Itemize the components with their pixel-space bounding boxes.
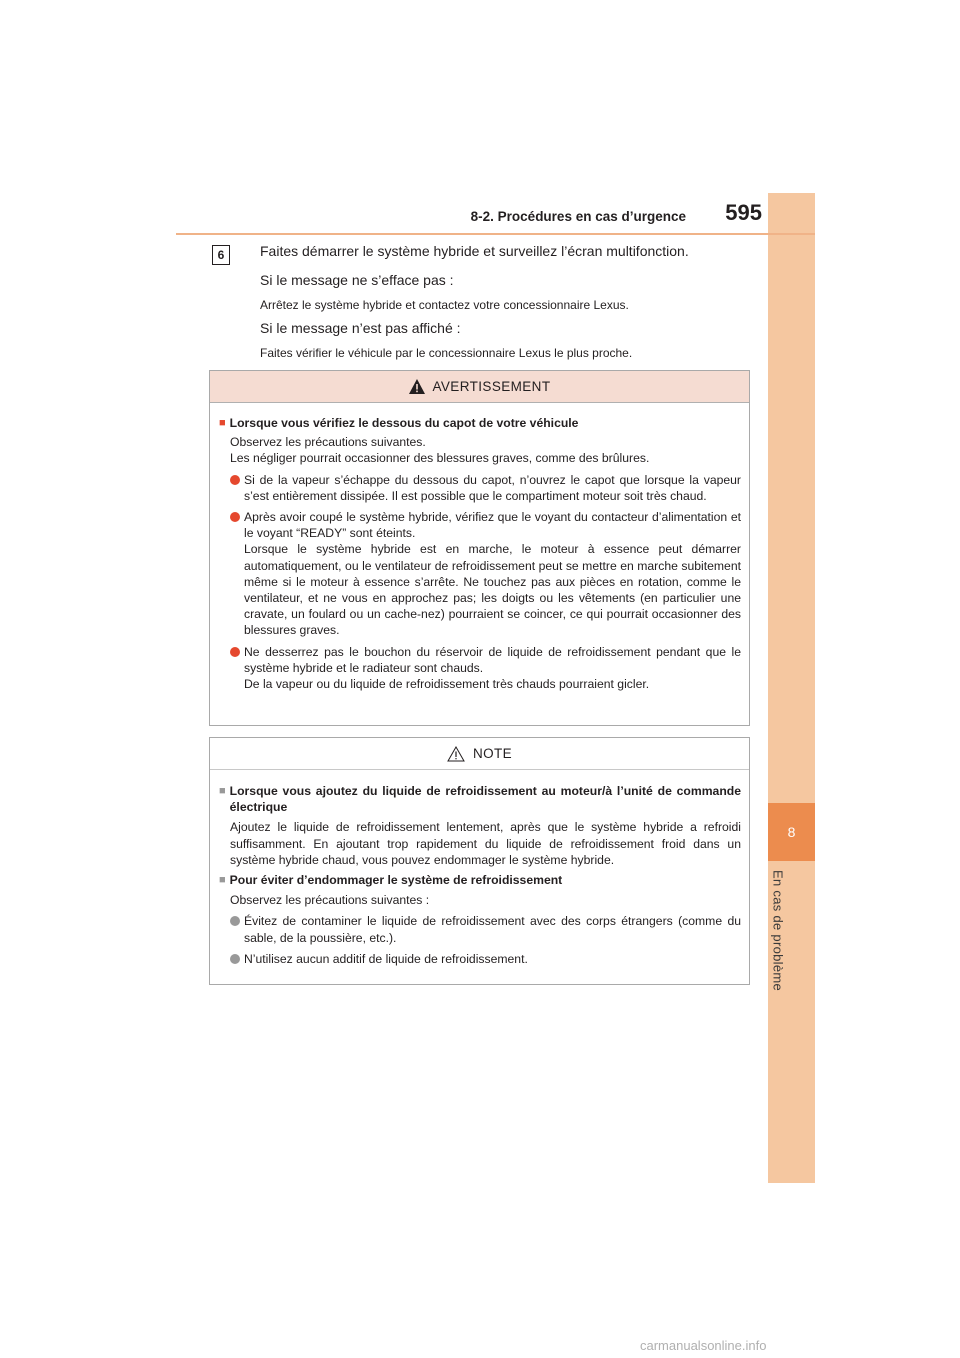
- note-text-2: Observez les précautions suivantes :: [230, 893, 430, 908]
- header-rule: [176, 233, 815, 235]
- warning-heading: AVERTISSEMENT: [432, 379, 551, 394]
- side-tab: [768, 193, 815, 1183]
- note-bullet: N’utilisez aucun additif de liquide de refroidissement.: [219, 951, 741, 967]
- note-header: [210, 738, 749, 770]
- bullet-dot-icon: [230, 916, 240, 926]
- bullet-dot-icon: [230, 647, 240, 657]
- note-heading: NOTE: [472, 746, 513, 761]
- warning-bullet: Ne desserrez pas le bouchon du réservoir de liquide de refroidissement pendant que le système hybride et le radiateur sont chauds. De la vapeur ou du liquide de refroidissement très chauds pourraient gicler.: [219, 644, 741, 693]
- note-box: [209, 737, 750, 985]
- footer-watermark: carmanualsonline.info: [640, 1338, 767, 1353]
- case2-question: Si le message n’est pas affiché :: [260, 320, 461, 336]
- square-bullet-icon: ■: [219, 785, 226, 797]
- chapter-title: En cas de problème: [770, 870, 786, 992]
- page-number: 595: [725, 200, 762, 225]
- section-title: 8-2. Procédures en cas d’urgence: [470, 209, 686, 224]
- note-title-2: ■ Pour éviter d’endommager le système de refroidissement: [219, 873, 563, 888]
- note-title-1: ■ Lorsque vous ajoutez du liquide de refroidissement au moteur/à l’unité de commande électrique: [219, 784, 741, 815]
- note-bullet: Évitez de contaminer le liquide de refroidissement avec des corps étrangers (comme du sable, de la poussière, etc.).: [219, 913, 741, 945]
- case1-question: Si le message ne s’efface pas :: [260, 272, 454, 288]
- note-text-1: Ajoutez le liquide de refroidissement lentement, après que le système hybride a refroidi suffisamment. En ajoutant trop rapidement du liquide de refroidissement froid dans un système hybride chaud, vous pouvez endommager le système hybride.: [230, 820, 741, 867]
- bullet-dot-icon: [230, 512, 240, 522]
- chapter-number: 8: [768, 803, 815, 861]
- bullet-dot-icon: [230, 475, 240, 485]
- case1-answer: Arrêtez le système hybride et contactez votre concessionnaire Lexus.: [260, 298, 629, 312]
- caution-triangle-icon: [447, 746, 465, 762]
- square-bullet-icon: ■: [219, 417, 226, 429]
- case2-answer: Faites vérifier le véhicule par le concessionnaire Lexus le plus proche.: [260, 346, 633, 360]
- square-bullet-icon: ■: [219, 874, 226, 887]
- step-number: 6: [212, 245, 230, 265]
- warning-header: [210, 371, 749, 403]
- warning-intro-2: Les négliger pourrait occasionner des blessures graves, comme des brûlures.: [230, 451, 650, 466]
- warning-bullet: Si de la vapeur s’échappe du dessous du capot, n’ouvrez le capot que lorsque la vapeur s’est entièrement dissipée. Il est possible que le compartiment moteur soit très chaud.: [219, 472, 741, 504]
- warning-bullet: Après avoir coupé le système hybride, vérifiez que le voyant du contacteur d’alimentation et le voyant “READY” sont éteints. Lorsque le système hybride est en marche, le moteur à essence peut démarrer automatiquement, ou le ventilateur de refroidissement peut se mettre en marche subitement même si le moteur à essence s’arrête. Ne touchez pas aux pièces en rotation, comme le ventilateur, et ne vous en approchez pas; les doigts ou les vêtements (en particulier une cravate, un foulard ou un cache-nez) pourraient se coincer, ce qui pourrait occasionner des blessures graves.: [219, 509, 741, 639]
- warning-title: ■ Lorsque vous vérifiez le dessous du capot de votre véhicule: [219, 416, 579, 430]
- warning-intro-1: Observez les précautions suivantes.: [230, 435, 426, 450]
- warning-box: [209, 370, 750, 726]
- bullet-dot-icon: [230, 954, 240, 964]
- step-text: Faites démarrer le système hybride et surveillez l’écran multifonction.: [260, 243, 689, 259]
- warning-triangle-icon: [409, 379, 425, 394]
